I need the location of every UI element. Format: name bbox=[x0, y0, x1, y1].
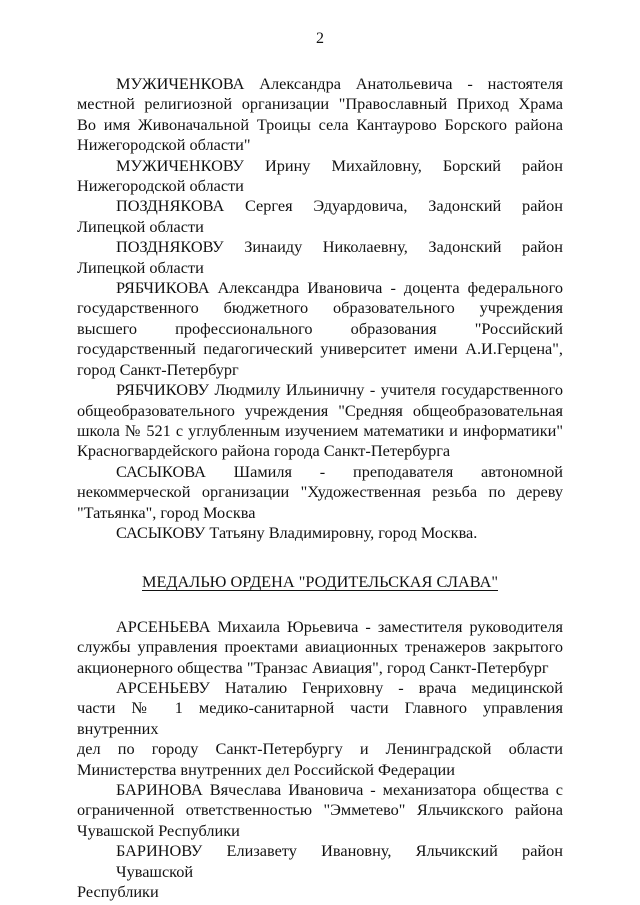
award-entry bbox=[77, 780, 563, 841]
entry-line: Министерства внутренних дел Российской Федерации bbox=[77, 759, 455, 779]
entry-line: Чувашской Республики bbox=[77, 820, 240, 840]
award-list-continued bbox=[77, 74, 563, 543]
entry-line: акционерного общества "Транзас Авиация", город Санкт-Петербург bbox=[77, 657, 549, 677]
entry-line: службы управления проектами авиационных тренажеров закрытого bbox=[77, 637, 563, 657]
entry-line: государственный педагогический университет имени А.И.Герцена", bbox=[77, 339, 563, 359]
award-entry bbox=[77, 196, 563, 237]
entry-line: БАРИНОВА Вячеслава Ивановича - механизатора общества с bbox=[116, 780, 563, 799]
entry-line: РЯБЧИКОВУ Людмилу Ильиничну - учителя государственного bbox=[116, 380, 563, 400]
award-entry bbox=[77, 278, 563, 380]
award-entry bbox=[77, 156, 563, 197]
entry-line: высшего профессионального образования "Российский bbox=[77, 318, 563, 338]
document-body bbox=[77, 74, 563, 902]
award-entry bbox=[77, 841, 563, 902]
entry-line: Липецкой области bbox=[77, 216, 204, 236]
entry-line: РЯБЧИКОВА Александра Ивановича - доцента федерального bbox=[116, 278, 563, 298]
section-heading: МЕДАЛЬЮ ОРДЕНА "РОДИТЕЛЬСКАЯ СЛАВА" bbox=[142, 572, 498, 592]
entry-line: Республики bbox=[77, 882, 159, 902]
entry-line: ПОЗДНЯКОВУ Зинаиду Николаевну, Задонский район bbox=[116, 237, 563, 257]
entry-line: Во имя Живоначальной Троицы села Кантаурово Борского района bbox=[77, 114, 563, 134]
award-entry bbox=[77, 617, 563, 678]
entry-line: МУЖИЧЕНКОВУ Ирину Михайловну, Борский район bbox=[116, 155, 563, 175]
entry-line: АРСЕНЬЕВУ Наталию Генриховну - врача медицинской bbox=[116, 677, 563, 697]
entry-line: Красногвардейского района города Санкт-Петербурга bbox=[77, 441, 451, 461]
entry-line: ограниченной ответственностью "Эмметево" Яльчикского района bbox=[77, 800, 563, 820]
entry-line: город Санкт-Петербург bbox=[77, 359, 239, 379]
entry-line: АРСЕНЬЕВА Михаила Юрьевича - заместителя руководителя bbox=[116, 616, 563, 636]
entry-line: ПОЗДНЯКОВА Сергея Эдуардовича, Задонский район bbox=[116, 196, 563, 216]
award-entry bbox=[77, 523, 563, 543]
award-entry bbox=[77, 380, 563, 462]
entry-line: САСЫКОВА Шамиля - преподавателя автономной bbox=[116, 461, 563, 481]
award-entry bbox=[77, 678, 563, 780]
award-entry bbox=[77, 462, 563, 523]
entry-line: некоммерческой организации "Художественная резьба по дереву bbox=[77, 482, 563, 502]
entry-line: общеобразовательного учреждения "Средняя общеобразовательная bbox=[77, 400, 563, 420]
entry-line: Нижегородской области bbox=[77, 176, 244, 196]
entry-line: Липецкой области bbox=[77, 257, 204, 277]
award-list-parental-glory-medal bbox=[77, 617, 563, 903]
entry-line: МУЖИЧЕНКОВА Александра Анатольевича - настоятеля bbox=[116, 74, 563, 93]
entry-line: БАРИНОВУ Елизавету Ивановну, Яльчикский район Чувашской bbox=[116, 841, 563, 881]
entry-line: государственного бюджетного образовательного учреждения bbox=[77, 298, 563, 318]
entry-line: части № 1 медико-санитарной части Главного управления внутренних bbox=[77, 698, 563, 738]
award-entry bbox=[77, 74, 563, 156]
page-number: 2 bbox=[316, 30, 324, 47]
entry-line: "Татьянка", город Москва bbox=[77, 502, 256, 522]
entry-line: местной религиозной организации "Православный Приход Храма bbox=[77, 94, 563, 114]
award-entry bbox=[77, 237, 563, 278]
entry-line: САСЫКОВУ Татьяну Владимировну, город Москва. bbox=[116, 522, 478, 542]
entry-line: дел по городу Санкт-Петербургу и Ленинградской области bbox=[77, 739, 563, 759]
entry-line: Нижегородской области" bbox=[77, 135, 251, 155]
entry-line: школа № 521 с углубленным изучением математики и информатики" bbox=[77, 420, 563, 440]
